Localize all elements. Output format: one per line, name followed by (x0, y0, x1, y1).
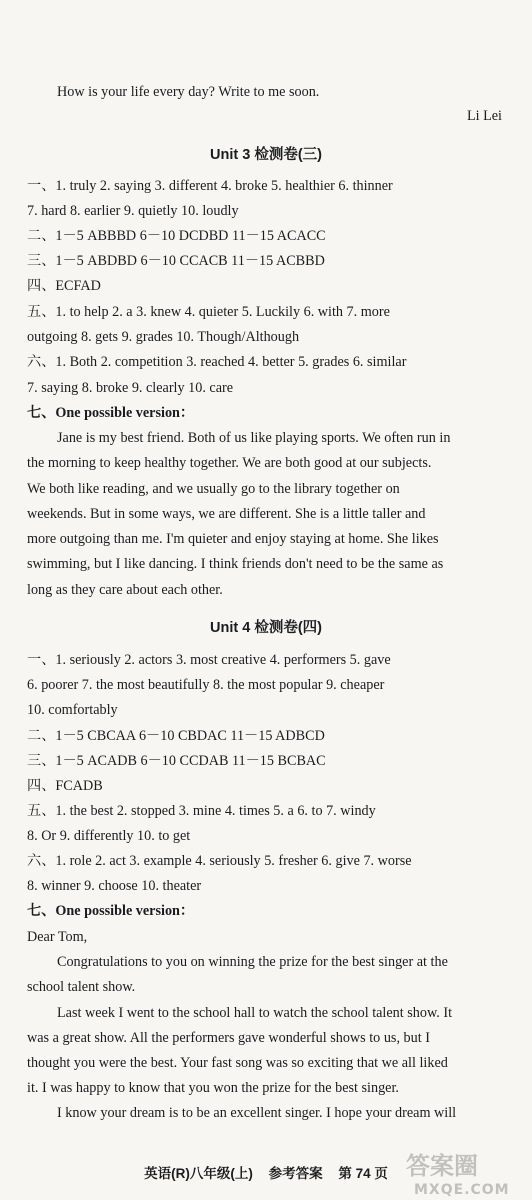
u4-line-5: 三、1－5 ACADB 6－10 CCDAB 11－15 BCBAC (27, 753, 326, 769)
footer-subject: 英语(R)八年级(上) (144, 1166, 253, 1181)
u4-line-3: 10. comfortably (27, 702, 118, 718)
u4-essay-line-7: I know your dream is to be an excellent singer. I hope your dream will (57, 1105, 457, 1121)
u4-essay-line-6: it. I was happy to know that you won the prize for the best singer. (27, 1080, 399, 1096)
u4-salutation: Dear Tom, (27, 929, 88, 945)
u3-line-7: outgoing 8. gets 9. grades 10. Though/Although (27, 329, 300, 345)
u3-essay-head: 七、One possible version： (27, 405, 195, 421)
svg-text:答案圈: 答案圈 (406, 1152, 478, 1180)
u3-line-4: 三、1－5 ABDBD 6－10 CCACB 11－15 ACBBD (27, 253, 325, 269)
u4-line-8: 8. Or 9. differently 10. to get (27, 828, 191, 844)
footer-section: 参考答案 (268, 1166, 323, 1181)
u4-essay-line-5: thought you were the best. Your fast song was so exciting that we all liked (27, 1055, 448, 1071)
u3-line-9: 7. saying 8. broke 9. clearly 10. care (27, 380, 234, 396)
u3-essay-line-1: Jane is my best friend. Both of us like playing sports. We often run in (57, 430, 451, 446)
u3-essay-line-6: swimming, but I like dancing. I think friends don't need to be the same as (27, 556, 444, 572)
u4-essay-line-1: Congratulations to you on winning the prize for the best singer at the (57, 954, 448, 970)
u3-essay-line-7: long as they care about each other. (27, 582, 223, 598)
u4-essay-line-3: Last week I went to the school hall to watch the school talent show. It (57, 1005, 453, 1021)
watermark-logo (400, 1148, 526, 1198)
u3-line-2: 7. hard 8. earlier 9. quietly 10. loudly (27, 203, 239, 219)
u3-line-6: 五、1. to help 2. a 3. knew 4. quieter 5. Luckily 6. with 7. more (27, 304, 390, 320)
u4-line-6: 四、FCADB (27, 778, 103, 794)
unit3-title: Unit 3 检测卷(三) (210, 147, 322, 163)
u4-essay-head: 七、One possible version： (27, 903, 195, 919)
u3-line-1: 一、1. truly 2. saying 3. different 4. broke 5. healthier 6. thinner (27, 178, 393, 194)
u4-essay-line-4: was a great show. All the performers gave wonderful shows to us, but I (27, 1030, 430, 1046)
u3-line-5: 四、ECFAD (27, 278, 101, 294)
u4-line-10: 8. winner 9. choose 10. theater (27, 878, 202, 894)
u3-line-8: 六、1. Both 2. competition 3. reached 4. better 5. grades 6. similar (27, 354, 407, 370)
unit4-title: Unit 4 检测卷(四) (210, 620, 322, 636)
signature: Li Lei (466, 108, 502, 124)
u3-essay-line-4: weekends. But in some ways, we are different. She is a little taller and (27, 506, 426, 522)
u4-line-4: 二、1－5 CBCAA 6－10 CBDAC 11－15 ADBCD (27, 728, 325, 744)
closing-line: How is your life every day? Write to me soon. (57, 84, 320, 100)
u3-essay-line-2: the morning to keep healthy together. We are both good at our subjects. (27, 455, 432, 471)
u4-essay-line-2: school talent show. (27, 979, 136, 995)
u4-line-7: 五、1. the best 2. stopped 3. mine 4. times 5. a 6. to 7. windy (27, 803, 376, 819)
footer-page-number: 第 74 页 (338, 1166, 388, 1181)
u3-line-3: 二、1－5 ABBBD 6－10 DCDBD 11－15 ACACC (27, 228, 326, 244)
u3-essay-line-3: We both like reading, and we usually go to the library together on (27, 481, 400, 497)
u4-line-1: 一、1. seriously 2. actors 3. most creative 4. performers 5. gave (27, 652, 391, 668)
u4-line-9: 六、1. role 2. act 3. example 4. seriously 5. fresher 6. give 7. worse (27, 853, 412, 869)
u4-line-2: 6. poorer 7. the most beautifully 8. the most popular 9. cheaper (27, 677, 385, 693)
u3-essay-line-5: more outgoing than me. I'm quieter and enjoy staying at home. She likes (27, 531, 439, 547)
svg-text:MXQE.COM: MXQE.COM (414, 1182, 510, 1198)
